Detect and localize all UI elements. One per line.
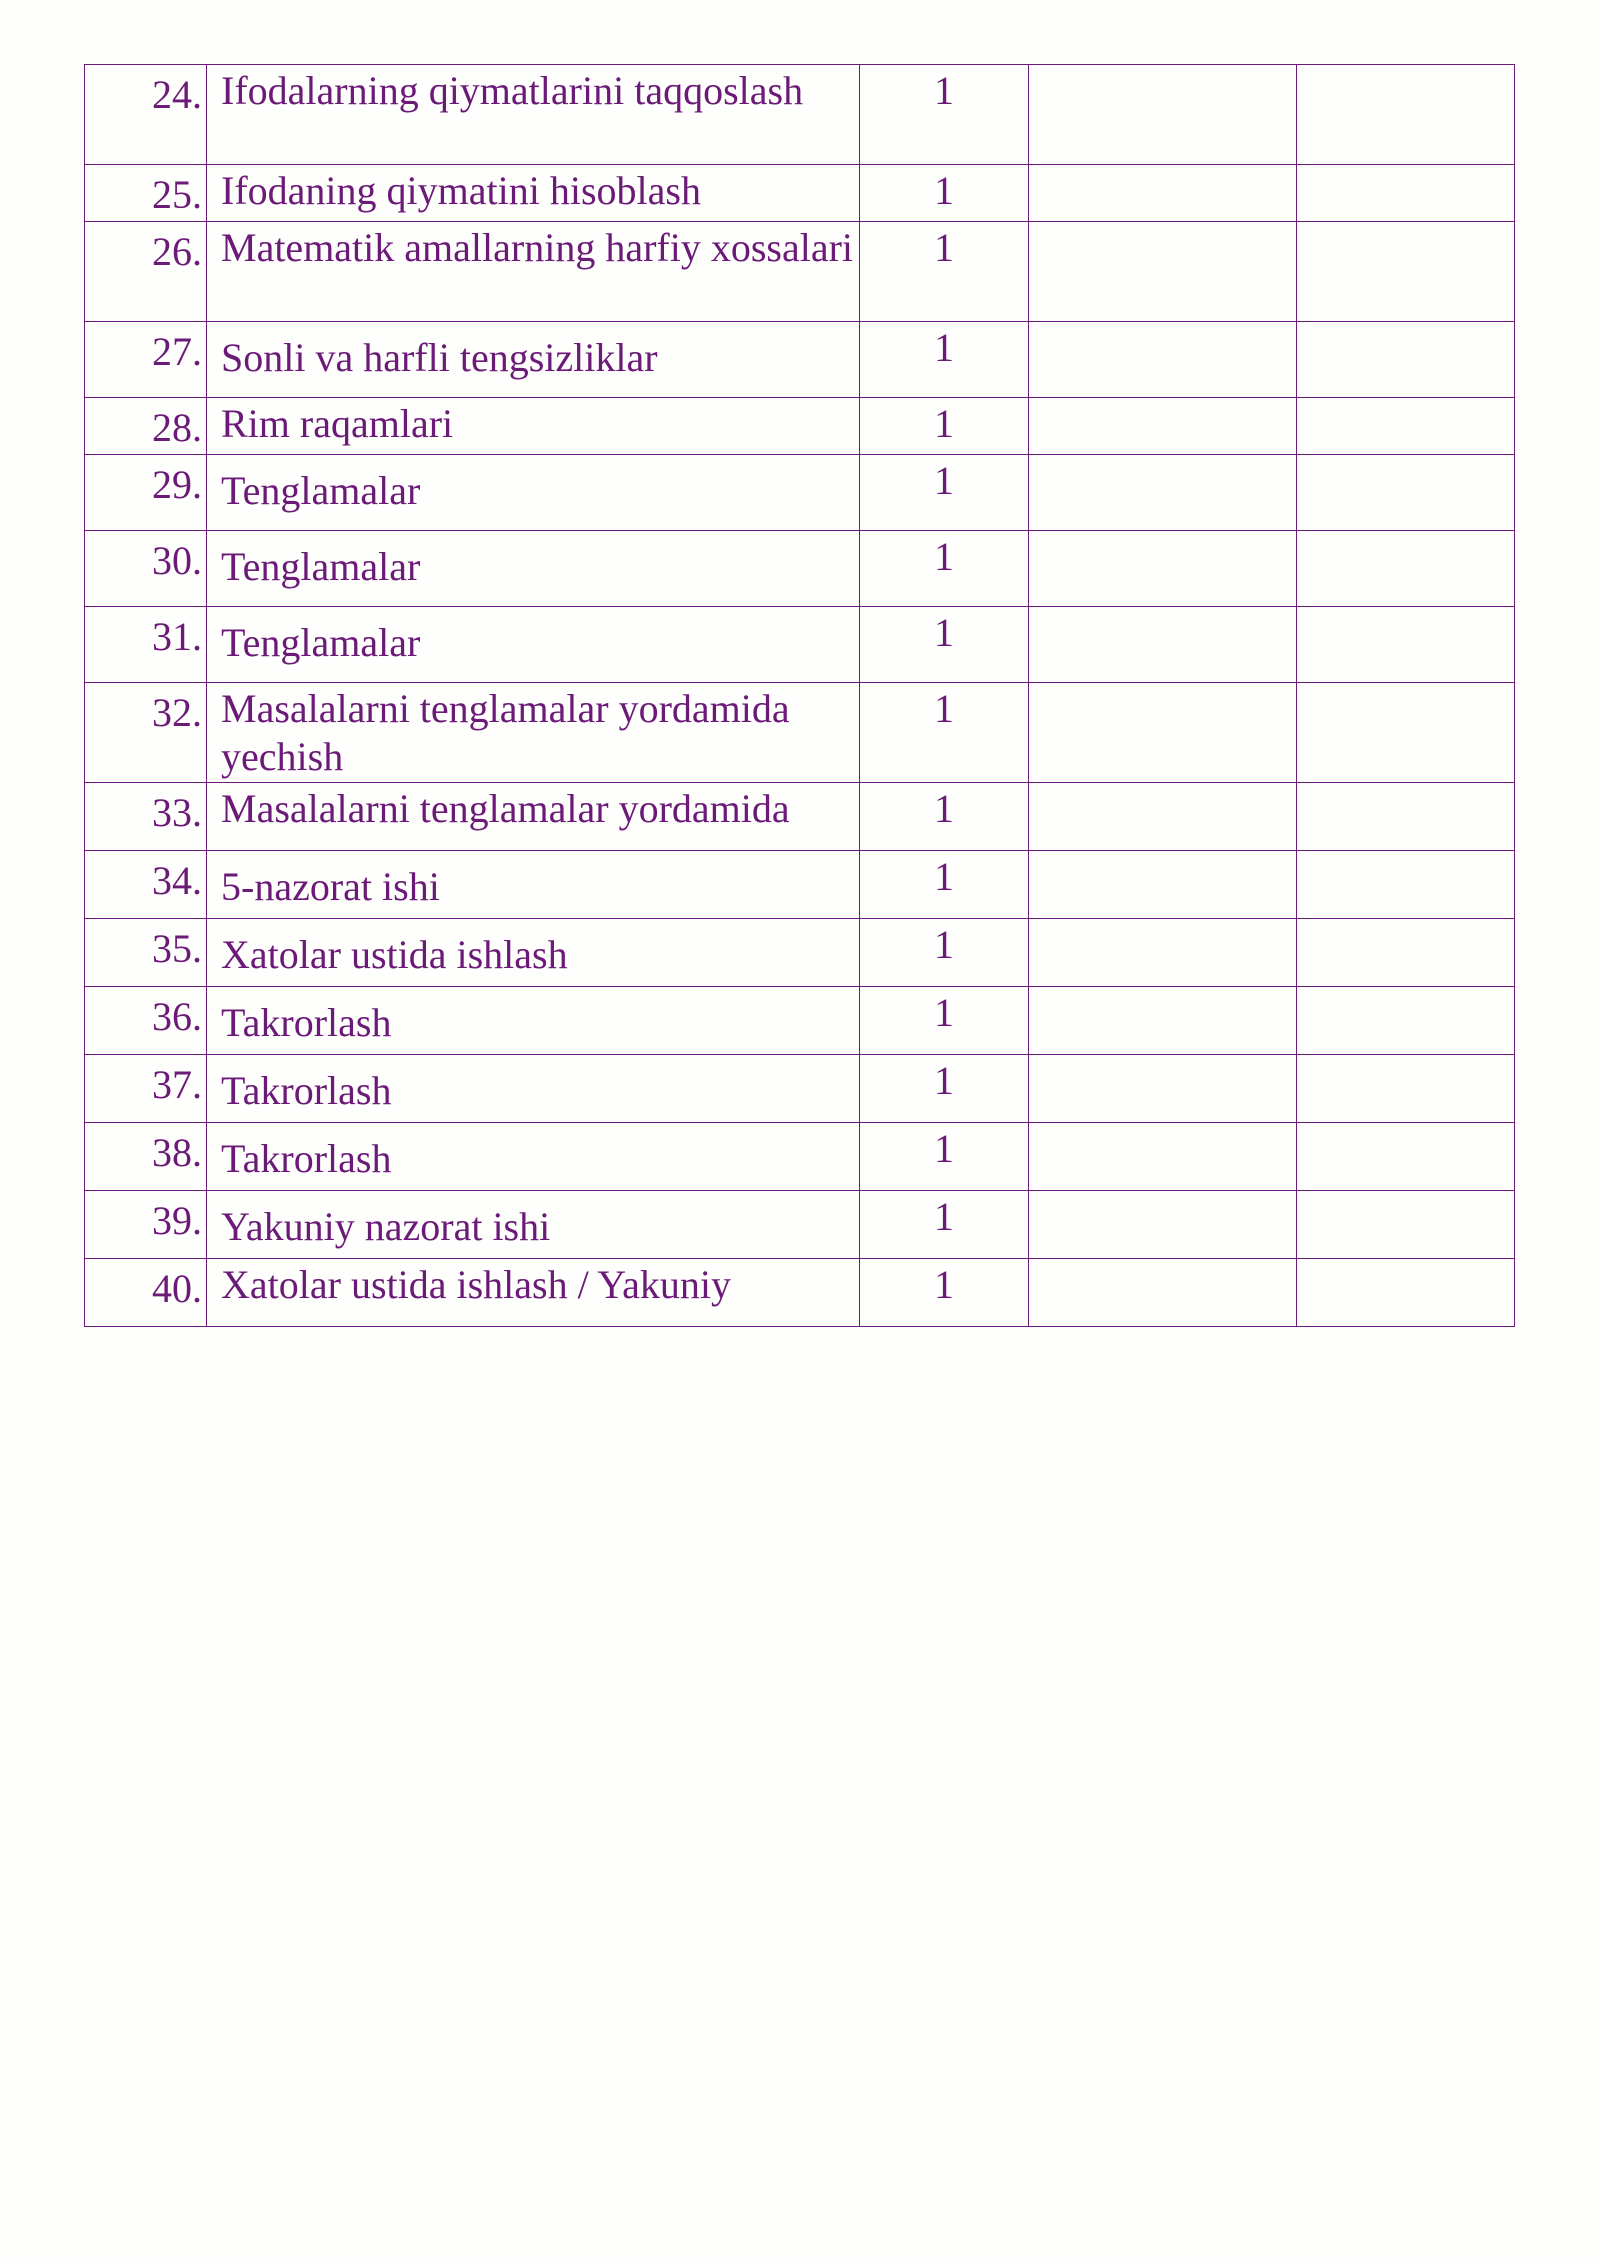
row-note-cell <box>1297 398 1515 455</box>
row-topic: Sonli va harfli tengsizliklar <box>207 322 860 398</box>
table-row <box>85 683 1515 783</box>
row-topic: Yakuniy nazorat ishi <box>207 1191 860 1259</box>
row-number: 37. <box>85 1055 207 1123</box>
row-hours: 1 <box>860 165 1029 222</box>
row-date-cell <box>1029 851 1297 919</box>
row-topic: Xatolar ustida ishlash <box>207 919 860 987</box>
row-hours: 1 <box>860 322 1029 398</box>
row-note-cell <box>1297 783 1515 851</box>
row-topic: Matematik amallarning harfiy xossalari <box>207 222 860 322</box>
row-number: 24. <box>85 65 207 165</box>
row-number: 40. <box>85 1259 207 1327</box>
table-row <box>85 165 1515 222</box>
row-hours: 1 <box>860 1123 1029 1191</box>
table-row <box>85 607 1515 683</box>
row-date-cell <box>1029 455 1297 531</box>
table-row <box>85 1123 1515 1191</box>
row-note-cell <box>1297 919 1515 987</box>
table-row <box>85 455 1515 531</box>
row-topic: Masalalarni tenglamalar yordamida yechish <box>207 683 860 783</box>
row-note-cell <box>1297 1123 1515 1191</box>
row-number: 25. <box>85 165 207 222</box>
row-number: 29. <box>85 455 207 531</box>
row-date-cell <box>1029 165 1297 222</box>
row-topic: Tenglamalar <box>207 531 860 607</box>
row-hours: 1 <box>860 1191 1029 1259</box>
row-date-cell <box>1029 1259 1297 1327</box>
row-topic: Takrorlash <box>207 987 860 1055</box>
row-number: 38. <box>85 1123 207 1191</box>
lesson-plan-body <box>85 65 1515 1327</box>
row-note-cell <box>1297 322 1515 398</box>
table-row <box>85 222 1515 322</box>
table-row <box>85 322 1515 398</box>
table-row <box>85 1055 1515 1123</box>
row-topic: Ifodaning qiymatini hisoblash <box>207 165 860 222</box>
row-date-cell <box>1029 1055 1297 1123</box>
row-date-cell <box>1029 683 1297 783</box>
row-topic: Takrorlash <box>207 1055 860 1123</box>
row-date-cell <box>1029 65 1297 165</box>
row-number: 34. <box>85 851 207 919</box>
row-topic: Takrorlash <box>207 1123 860 1191</box>
row-number: 33. <box>85 783 207 851</box>
row-topic: Xatolar ustida ishlash / Yakuniy <box>207 1259 860 1327</box>
lesson-plan-table <box>84 64 1515 1327</box>
row-hours: 1 <box>860 919 1029 987</box>
row-note-cell <box>1297 1191 1515 1259</box>
row-hours: 1 <box>860 851 1029 919</box>
table-row <box>85 398 1515 455</box>
row-hours: 1 <box>860 987 1029 1055</box>
row-number: 27. <box>85 322 207 398</box>
row-date-cell <box>1029 531 1297 607</box>
row-note-cell <box>1297 65 1515 165</box>
row-date-cell <box>1029 1191 1297 1259</box>
row-number: 30. <box>85 531 207 607</box>
row-hours: 1 <box>860 65 1029 165</box>
row-hours: 1 <box>860 1055 1029 1123</box>
row-hours: 1 <box>860 222 1029 322</box>
table-row <box>85 1191 1515 1259</box>
row-hours: 1 <box>860 398 1029 455</box>
row-date-cell <box>1029 1123 1297 1191</box>
row-topic: Tenglamalar <box>207 455 860 531</box>
row-note-cell <box>1297 531 1515 607</box>
table-row <box>85 65 1515 165</box>
row-date-cell <box>1029 919 1297 987</box>
table-row <box>85 531 1515 607</box>
row-topic: Ifodalarning qiymatlarini taqqoslash <box>207 65 860 165</box>
row-note-cell <box>1297 1259 1515 1327</box>
row-number: 31. <box>85 607 207 683</box>
row-number: 26. <box>85 222 207 322</box>
row-number: 36. <box>85 987 207 1055</box>
row-date-cell <box>1029 222 1297 322</box>
row-number: 35. <box>85 919 207 987</box>
row-note-cell <box>1297 987 1515 1055</box>
row-date-cell <box>1029 322 1297 398</box>
row-topic: 5-nazorat ishi <box>207 851 860 919</box>
row-hours: 1 <box>860 683 1029 783</box>
row-note-cell <box>1297 165 1515 222</box>
row-note-cell <box>1297 1055 1515 1123</box>
table-row <box>85 919 1515 987</box>
row-hours: 1 <box>860 455 1029 531</box>
row-number: 39. <box>85 1191 207 1259</box>
row-note-cell <box>1297 607 1515 683</box>
row-number: 32. <box>85 683 207 783</box>
row-note-cell <box>1297 851 1515 919</box>
row-hours: 1 <box>860 783 1029 851</box>
row-hours: 1 <box>860 607 1029 683</box>
row-number: 28. <box>85 398 207 455</box>
table-row <box>85 851 1515 919</box>
row-topic: Masalalarni tenglamalar yordamida <box>207 783 860 851</box>
row-date-cell <box>1029 607 1297 683</box>
row-topic: Tenglamalar <box>207 607 860 683</box>
table-row <box>85 987 1515 1055</box>
row-topic: Rim raqamlari <box>207 398 860 455</box>
row-hours: 1 <box>860 1259 1029 1327</box>
row-note-cell <box>1297 222 1515 322</box>
row-date-cell <box>1029 783 1297 851</box>
row-note-cell <box>1297 455 1515 531</box>
table-row <box>85 783 1515 851</box>
table-row <box>85 1259 1515 1327</box>
row-note-cell <box>1297 683 1515 783</box>
row-date-cell <box>1029 398 1297 455</box>
row-hours: 1 <box>860 531 1029 607</box>
row-date-cell <box>1029 987 1297 1055</box>
